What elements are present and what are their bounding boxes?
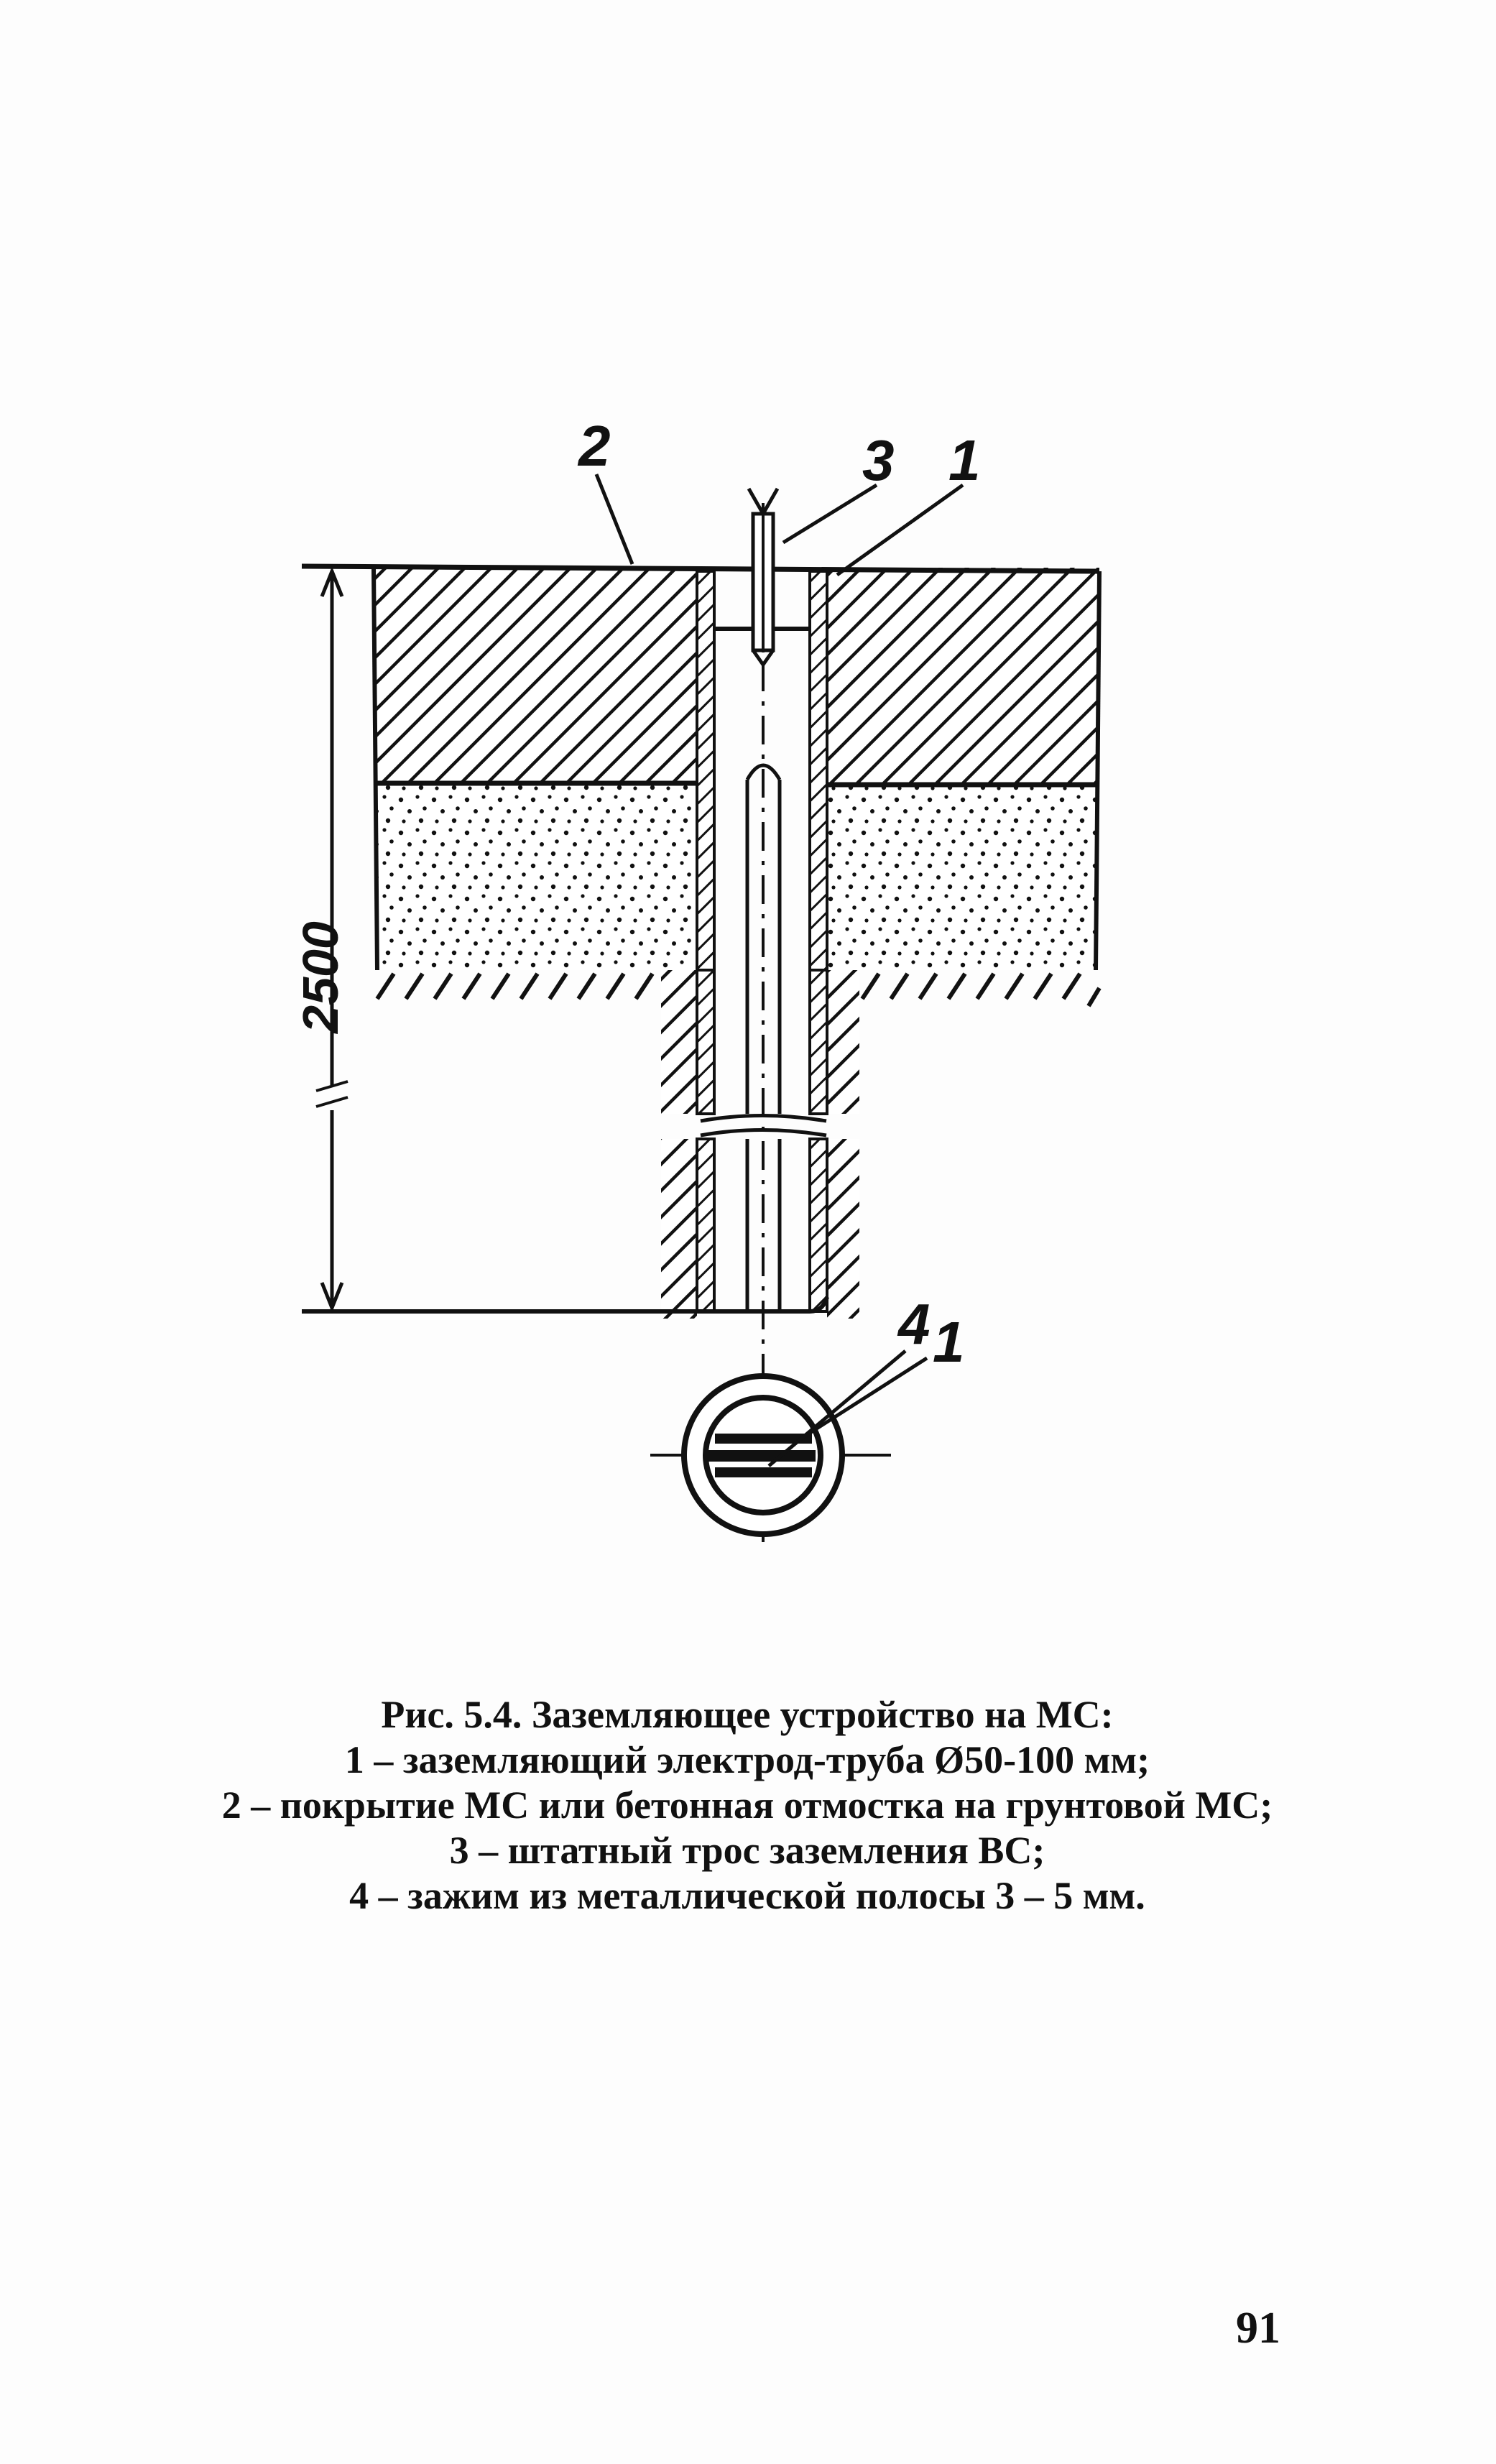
caption-item-3: 3 – штатный трос заземления ВС; [449,1829,1045,1872]
page-number: 91 [1236,2304,1280,2353]
ground-hatching [377,974,1099,1006]
base-soil-layer [377,785,1096,970]
callout-4: 4 [898,1292,931,1356]
caption-item-4: 4 – зажим из металлической полосы 3 – 5 мм. [349,1874,1145,1917]
figure-caption [216,1692,1279,1919]
pipe-cross-section [650,1376,891,1534]
coating-layer [374,568,1099,783]
caption-title: Рис. 5.4. Заземляющее устройство на МС: [381,1693,1114,1736]
dimension-label: 2500 [292,921,348,1033]
grounding-cable [749,489,777,665]
caption-item-2: 2 – покрытие МС или бетонная отмостка на грунтовой МС; [221,1784,1273,1827]
callout-1-bottom: 1 [933,1310,965,1374]
callout-1-top: 1 [948,428,981,492]
callout-3: 3 [862,428,895,492]
callout-2: 2 [578,414,611,478]
caption-item-1: 1 – заземляющий электрод-труба Ø50-100 мм; [344,1738,1150,1781]
